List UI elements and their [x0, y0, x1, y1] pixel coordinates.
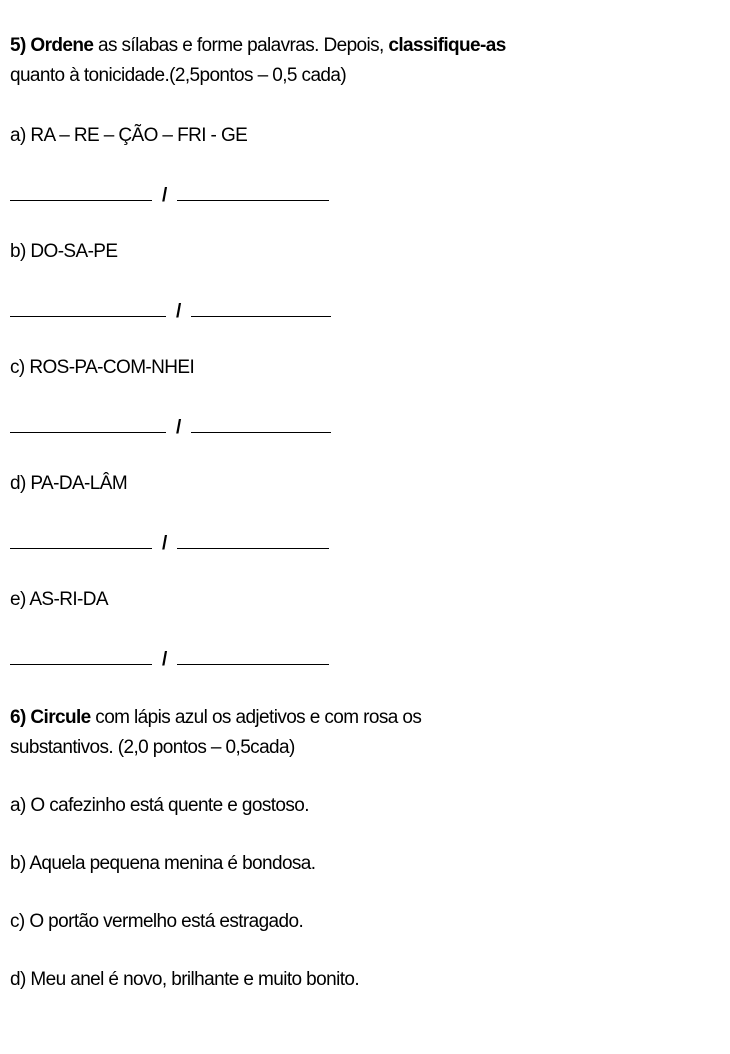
q5-item-b-word-blank[interactable]	[10, 296, 166, 317]
q5-item-b-class-blank[interactable]	[191, 296, 331, 317]
q5-item-c-label: c)	[10, 357, 25, 378]
q5-item-d-separator: /	[162, 533, 167, 554]
q6-instruction-text: com lápis azul os adjetivos e com rosa os	[90, 707, 422, 728]
q6-item-c-label: c)	[10, 911, 25, 932]
q5-item-e-answer-row	[10, 644, 329, 672]
q5-item-c-class-blank[interactable]	[191, 412, 331, 433]
q5-item-e-label: e)	[10, 589, 26, 610]
q5-item-d	[10, 472, 127, 496]
q5-item-a-syllables: RA – RE – ÇÃO – FRI - GE	[30, 125, 248, 146]
q6-item-a	[10, 794, 309, 818]
q5-item-d-label: d)	[10, 473, 26, 494]
q5-item-b-answer-row	[10, 296, 331, 324]
q5-item-d-class-blank[interactable]	[177, 528, 329, 549]
q5-item-d-word-blank[interactable]	[10, 528, 152, 549]
q5-item-d-syllables: PA-DA-LÂM	[30, 473, 128, 494]
q6-item-d-label: d)	[10, 969, 26, 990]
q5-item-e-word-blank[interactable]	[10, 644, 152, 665]
q5-verb-classifique: classifique-as	[388, 35, 506, 56]
q5-instruction-text: as sílabas e forme palavras. Depois,	[93, 35, 389, 56]
q6-item-c	[10, 910, 303, 934]
q6-item-c-sentence[interactable]: O portão vermelho está estragado.	[29, 911, 304, 932]
q6-instruction-line-1	[10, 706, 421, 730]
q6-item-d-sentence[interactable]: Meu anel é novo, brilhante e muito bonito.	[30, 969, 360, 990]
q6-number: 6)	[10, 707, 26, 728]
q6-verb-circule: Circule	[30, 707, 91, 728]
q6-item-b-sentence[interactable]: Aquela pequena menina é bondosa.	[29, 853, 316, 874]
q5-item-a-separator: /	[162, 185, 167, 206]
q6-item-a-sentence[interactable]: O cafezinho está quente e gostoso.	[30, 795, 309, 816]
q6-item-b-label: b)	[10, 853, 26, 874]
q5-instruction-line-1	[10, 34, 506, 58]
q5-item-e	[10, 588, 108, 612]
q5-item-d-answer-row	[10, 528, 329, 556]
q5-item-c-separator: /	[176, 417, 181, 438]
q5-verb-ordene: Ordene	[30, 35, 94, 56]
q5-instruction-line-2: quanto à tonicidade.(2,5pontos – 0,5 cada)	[10, 65, 347, 86]
q5-item-b-label: b)	[10, 241, 26, 262]
q5-item-b-separator: /	[176, 301, 181, 322]
q5-item-a-word-blank[interactable]	[10, 180, 152, 201]
q5-item-b	[10, 240, 117, 264]
q5-item-c	[10, 356, 194, 380]
q5-item-c-answer-row	[10, 412, 331, 440]
q5-item-a-class-blank[interactable]	[177, 180, 329, 201]
q5-item-a	[10, 124, 247, 148]
q5-number: 5)	[10, 35, 26, 56]
q5-item-c-syllables: ROS-PA-COM-NHEI	[29, 357, 195, 378]
q6-instruction-line-2: substantivos. (2,0 pontos – 0,5cada)	[10, 737, 295, 758]
q5-item-b-syllables: DO-SA-PE	[30, 241, 118, 262]
q5-item-e-class-blank[interactable]	[177, 644, 329, 665]
q6-item-b	[10, 852, 315, 876]
q5-item-c-word-blank[interactable]	[10, 412, 166, 433]
q6-item-d	[10, 968, 359, 992]
q6-item-a-label: a)	[10, 795, 26, 816]
q5-item-e-syllables: AS-RI-DA	[29, 589, 108, 610]
q5-item-a-label: a)	[10, 125, 26, 146]
q5-item-a-answer-row	[10, 180, 329, 208]
q5-item-e-separator: /	[162, 649, 167, 670]
